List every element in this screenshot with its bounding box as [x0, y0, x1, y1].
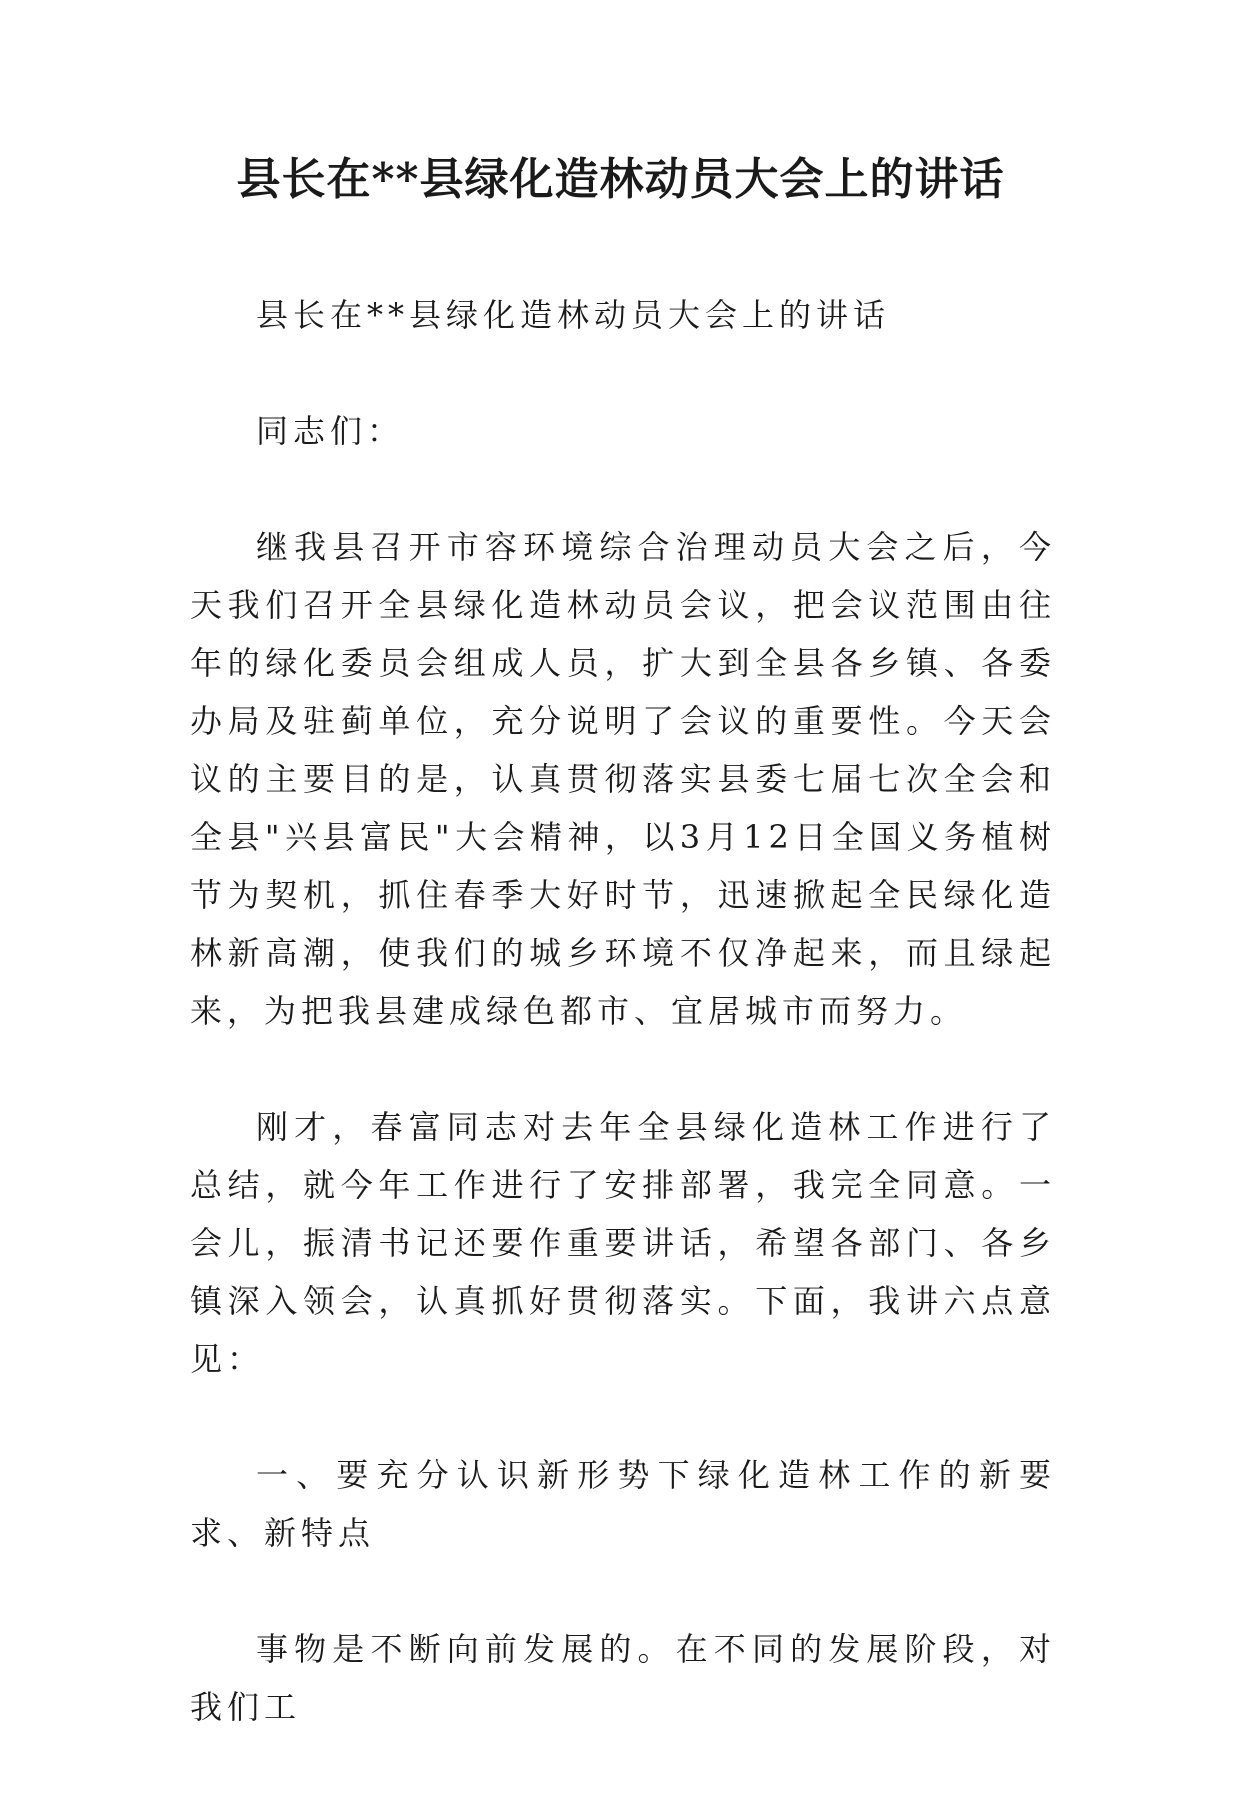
paragraph-salutation: 同志们： [256, 412, 405, 450]
section-heading-1: 一、要充分认识新形势下绿化造林工作的新要求、新特点 [190, 1456, 1056, 1552]
document-title: 县长在**县绿化造林动员大会上的讲话 [236, 154, 1005, 205]
paragraph-development: 事物是不断向前发展的。在不同的发展阶段，对我们工 [190, 1630, 1056, 1726]
paragraph-subtitle: 县长在**县绿化造林动员大会上的讲话 [256, 296, 891, 334]
document-body [190, 286, 1056, 1794]
paragraph-agreement: 刚才，春富同志对去年全县绿化造林工作进行了总结，就今年工作进行了安排部署，我完全同意。一会儿，振清书记还要作重要讲话，希望各部门、各乡镇深入领会，认真抓好贯彻落实。下面，我讲六点意见： [190, 1108, 1056, 1378]
paragraph-intro: 继我县召开市容环境综合治理动员大会之后，今天我们召开全县绿化造林动员会议，把会议范围由往年的绿化委员会组成人员，扩大到全县各乡镇、各委办局及驻蓟单位，充分说明了会议的重要性。今天会议的主要目的是，认真贯彻落实县委七届七次全会和全县"兴县富民"大会精神，以3月12日全国义务植树节为契机，抓住春季大好时节，迅速掀起全民绿化造林新高潮，使我们的城乡环境不仅净起来，而且绿起来，为把我县建成绿色都市、宜居城市而努力。 [190, 528, 1056, 1030]
